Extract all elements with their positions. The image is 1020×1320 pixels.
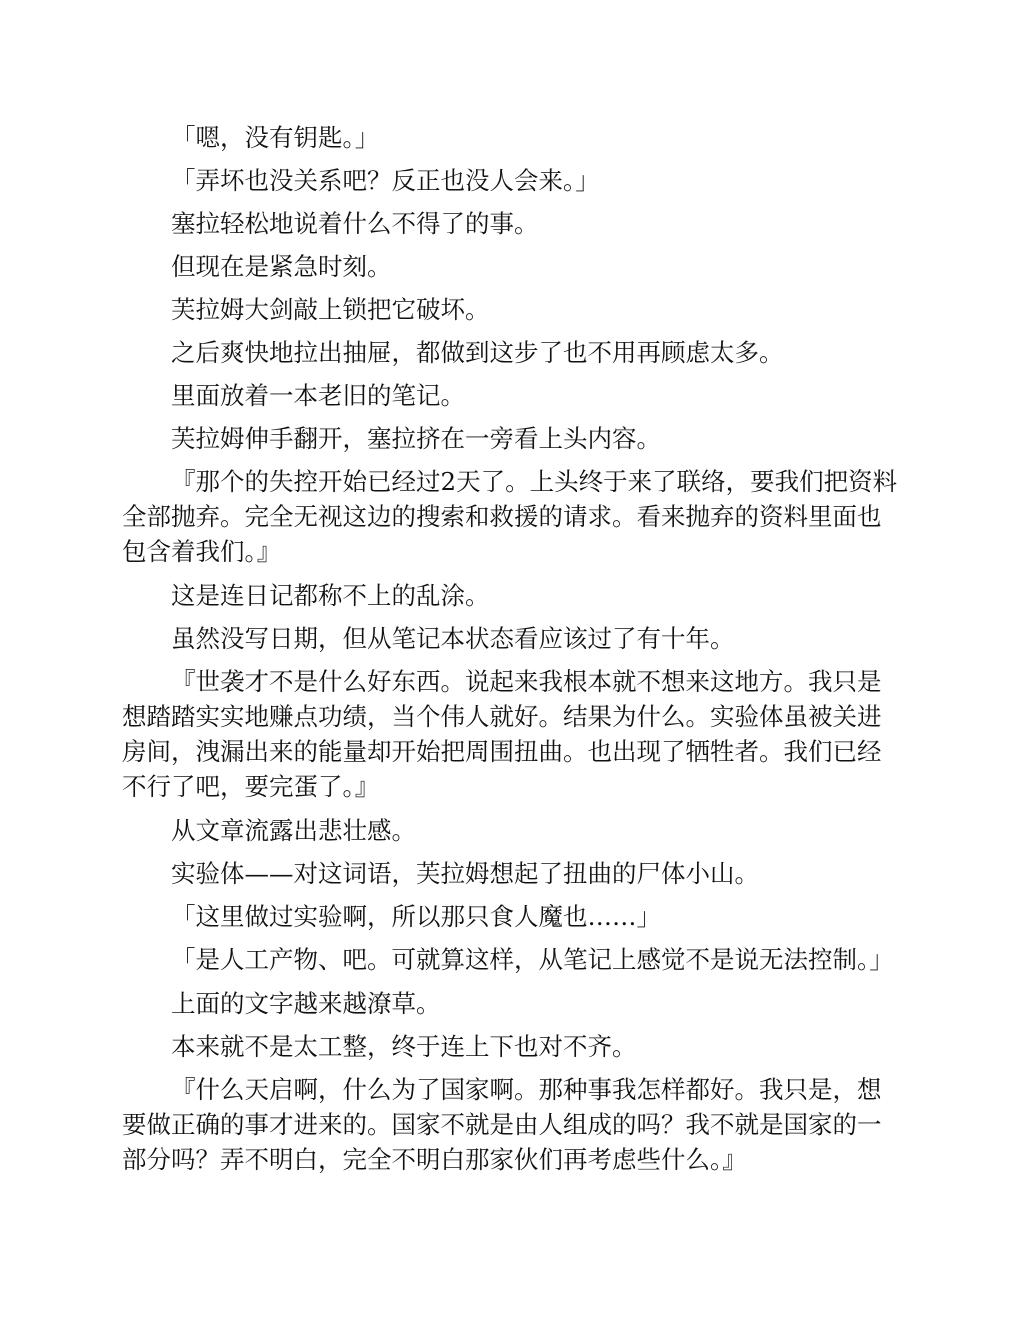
paragraph: 里面放着一本老旧的笔记。 <box>171 381 465 410</box>
paragraph: 塞拉轻松地说着什么不得了的事。 <box>171 209 539 238</box>
paragraph: 这是连日记都称不上的乱涂。 <box>171 581 490 610</box>
paragraph: 虽然没写日期，但从笔记本状态看应该过了有十年。 <box>171 624 735 653</box>
paragraph: 芙拉姆伸手翻开，塞拉挤在一旁看上头内容。 <box>171 424 661 453</box>
paragraph: 『世袭才不是什么好东西。说起来我根本就不想来这地方。我只是想踏踏实实地赚点功绩，当个伟人就好。结果为什么。实验体虽被关进房间，洩漏出来的能量却开始把周围扭曲。也出现了牺牲者。我们已经不行了吧，要完蛋了。』 <box>122 667 882 801</box>
paragraph: 本来就不是太工整，终于连上下也对不齐。 <box>171 1032 637 1061</box>
paragraph: 『那个的失控开始已经过2天了。上头终于来了联络，要我们把资料全部抛弃。完全无视这边的搜索和救援的请求。看来抛弃的资料里面也包含着我们。』 <box>122 467 898 566</box>
paragraph: 『什么天启啊，什么为了国家啊。那种事我怎样都好。我只是，想要做正确的事才进来的。国家不就是由人组成的吗？我不就是国家的一部分吗？弄不明白，完全不明白那家伙们再考虑些什么。』 <box>122 1075 882 1174</box>
paragraph: 「弄坏也没关系吧？反正也没人会来。」 <box>171 166 600 195</box>
paragraph: 「是人工产物、吧。可就算这样，从笔记上感觉不是说无法控制。」 <box>171 945 894 974</box>
paragraph: 「嗯，没有钥匙。」 <box>171 123 380 152</box>
paragraph: 芙拉姆大剑敲上锁把它破坏。 <box>171 295 490 324</box>
paragraph: 从文章流露出悲壮感。 <box>171 816 416 845</box>
paragraph: 之后爽快地拉出抽屉，都做到这步了也不用再顾虑太多。 <box>171 338 784 367</box>
paragraph: 「这里做过实验啊，所以那只食人魔也……」 <box>171 902 661 931</box>
paragraph: 但现在是紧急时刻。 <box>171 252 392 281</box>
document-page <box>122 120 902 1186</box>
paragraph: 上面的文字越来越潦草。 <box>171 989 441 1018</box>
paragraph: 实验体——对这词语，芙拉姆想起了扭曲的尸体小山。 <box>171 859 759 888</box>
